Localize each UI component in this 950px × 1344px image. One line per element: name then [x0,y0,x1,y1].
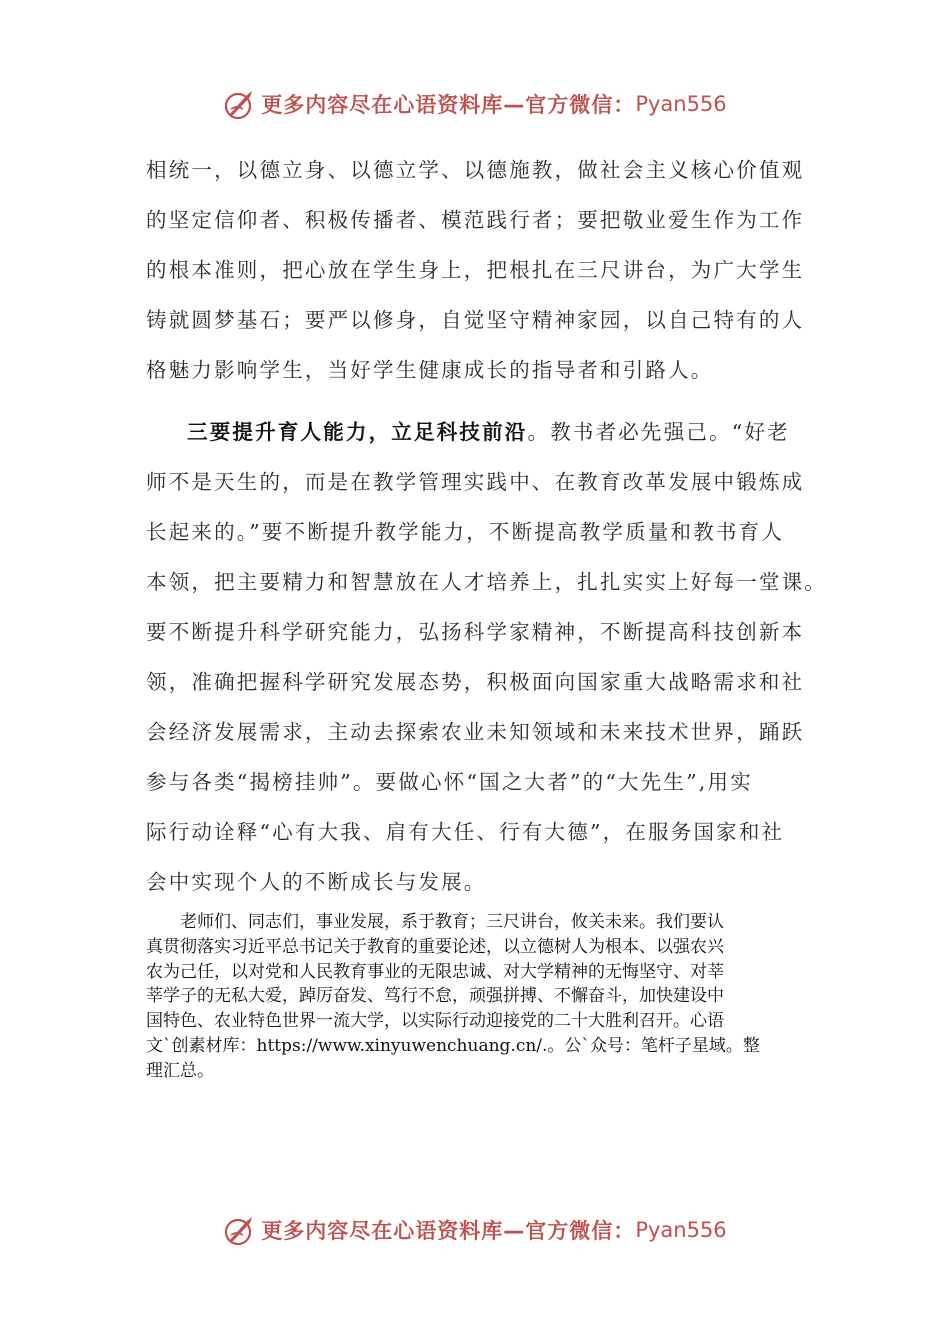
text-line: 铸就圆梦基石；要严以修身，自觉坚守精神家园，以自己特有的人 [146,308,805,332]
section-heading: 三要提升育人能力，立足科技前沿 [187,420,528,444]
paragraph-2-first-line [146,407,826,457]
paragraph-2 [146,407,826,907]
text-line: 真贯彻落实习近平总书记关于教育的重要论述，以立德树人为根本、以强农兴 [146,936,724,957]
text-line: 参与各类“揭榜挂帅”。要做心怀“国之大者”的“大先生”,用实 [146,770,753,794]
wechat-id: Pyan556 [635,1218,727,1242]
paragraph-3 [146,910,811,1084]
text-line: 理汇总。 [146,1060,214,1081]
text-span: 。教书者必先强己。“好老 [527,420,790,444]
text-line: 领，准确把握科学研究发展态势，积极面向国家重大战略需求和社 [146,670,805,694]
text-line: 长起来的。”要不断提升教学能力，不断提高教学质量和教书育人 [146,520,785,544]
text-line: 国特色、农业特色世界一流大学，以实际行动迎接党的二十大胜利召开。心语 [146,1011,724,1032]
text-line: 文`创素材库：https://www.xinyuwenchuang.cn/.。公`众号：笔杆子星域。整 [146,1035,760,1056]
text-line: 相统一，以德立身、以德立学、以德施教，做社会主义核心价值观 [146,158,805,182]
banner-text: 更多内容尽在心语资料库—官方微信： [261,1219,636,1243]
text-line: 本领，把主要精力和智慧放在人才培养上，扎扎实实上好每一堂课。 [146,570,827,594]
header-banner [0,84,950,124]
text-line: 会中实现个人的不断成长与发展。 [146,870,487,894]
footer-banner [0,1210,950,1250]
text-line: 的坚定信仰者、积极传播者、模范践行者；要把敬业爱生作为工作 [146,208,805,232]
paragraph-1 [146,145,826,395]
text-line: 会经济发展需求，主动去探索农业未知领域和未来技术世界，踊跃 [146,720,805,744]
text-line: 师不是天生的，而是在教学管理实践中、在教育改革发展中锻炼成 [146,470,805,494]
text-line: 莘学子的无私大爱，踔厉奋发、笃行不怠，顽强拼搏、不懈奋斗，加快建设中 [146,986,724,1007]
text-line: 际行动诠释“心有大我、肩有大任、行有大德”，在服务国家和社 [146,820,785,844]
text-line: 老师们、同志们，事业发展，系于教育；三尺讲台，攸关未来。我们要认 [180,912,724,932]
text-line: 的根本准则，把心放在学生身上，把根扎在三尺讲台，为广大学生 [146,258,805,282]
text-line: 要不断提升科学研究能力，弘扬科学家精神，不断提高科技创新本 [146,620,805,644]
text-line: 格魅力影响学生，当好学生健康成长的指导者和引路人。 [146,358,714,382]
text-line: 农为己任，以对党和人民教育事业的无限忠诚、对大学精神的无悔坚守、对莘 [146,961,724,982]
pen-logo-icon [223,1213,257,1247]
pen-logo-icon [223,87,257,121]
wechat-id: Pyan556 [635,92,727,116]
banner-text: 更多内容尽在心语资料库—官方微信： [261,93,636,117]
